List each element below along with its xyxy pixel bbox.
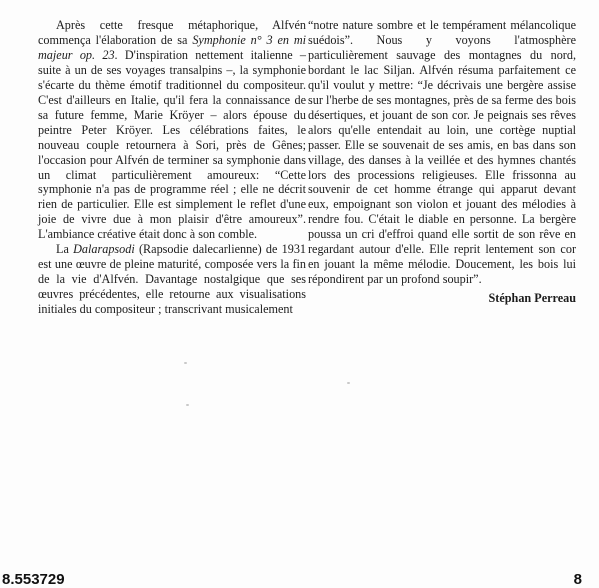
- catalog-number: 8.553729: [2, 571, 65, 588]
- scan-speck: [347, 382, 350, 384]
- dalarapsodi-title: Dalarapsodi: [73, 242, 135, 257]
- scan-speck: [184, 362, 187, 364]
- scan-speck: [186, 404, 189, 406]
- paragraph-continuation: “notre nature sombre et le tempérament mélancolique suédois”. Nous y voyons l'atmosphère particulièrement sauvage des montagnes du nord, bordant le lac Siljan. Alfvén résuma parfaitement ce qu'il voulut y mettre: “Je décrivais une bergère assise sur l'herbe de ses montagnes, près de sa ferme des bois désertiques, et jouant de son cor. Je peignais ses rêves alors qu'elle entendait au loin, une cortège nuptial passer. Elle se souvenait de ses amis, en bas dans son village, des danses à la veillée et des hymnes chantés lors des processions religieuses. Elle frissonna au souvenir de cet homme étrange qui apparut devant eux, empoignant son violon et jouant des mélodies à rendre fou. C'était le diable en personne. La bergère poussa un cri d'effroi quand elle sortit de son rêve en regardant autour d'elle. Elle reprit lentement son cor en jouant la même mélodie. Doucement, les bois lui répondirent par un profond soupir”.: [308, 18, 576, 287]
- paragraph-2-lead: La: [56, 242, 74, 257]
- right-column: [308, 18, 576, 306]
- paragraph-1-rest: . D'inspiration nettement italienne – suite à un de ses voyages transalpins –, la symphonie s'écarte du thème émotif traditionnel du compositeur. C'est d'ailleurs en Italie, qu'il fera la connaissance de sa future femme, Marie Kröyer – alors épouse du peintre Peter Kröyer. Les célébrations faites, le nouveau couple retournera à Sori, près de Gênes; l'occasion pour Alfvén de terminer sa symphonie dans un climat particulièrement amoureux: “Cette symphonie n'a pas de programme réel ; elle ne décrit rien de particulier. Elle est simplement le reflet d'une joie de vivre due à mon plaisir d'être amoureux”. L'ambiance créative était donc à son comble.: [38, 47, 306, 242]
- symphony-title: Symphonie n° 3 en mi majeur op. 23: [38, 32, 307, 62]
- paragraph-1-text: Après cette fresque métaphorique, Alfvén commença l'élaboration de sa: [38, 18, 306, 47]
- paragraph-symphony-3: [38, 18, 306, 242]
- left-column: [38, 18, 306, 317]
- paragraph-dalarapsodi: [38, 242, 306, 317]
- author-signature: Stéphan Perreau: [488, 291, 576, 306]
- page-number: 8: [573, 571, 582, 588]
- paragraph-2-rest: (Rapsodie dalecarlienne) de 1931 est une œuvre de pleine maturité, composée vers la fin de la vie d'Alfvén. Davantage nostalgique que ses œuvres précédentes, elle retourne aux visualisations initiales du compositeur ; transcrivant musicalement: [38, 242, 307, 317]
